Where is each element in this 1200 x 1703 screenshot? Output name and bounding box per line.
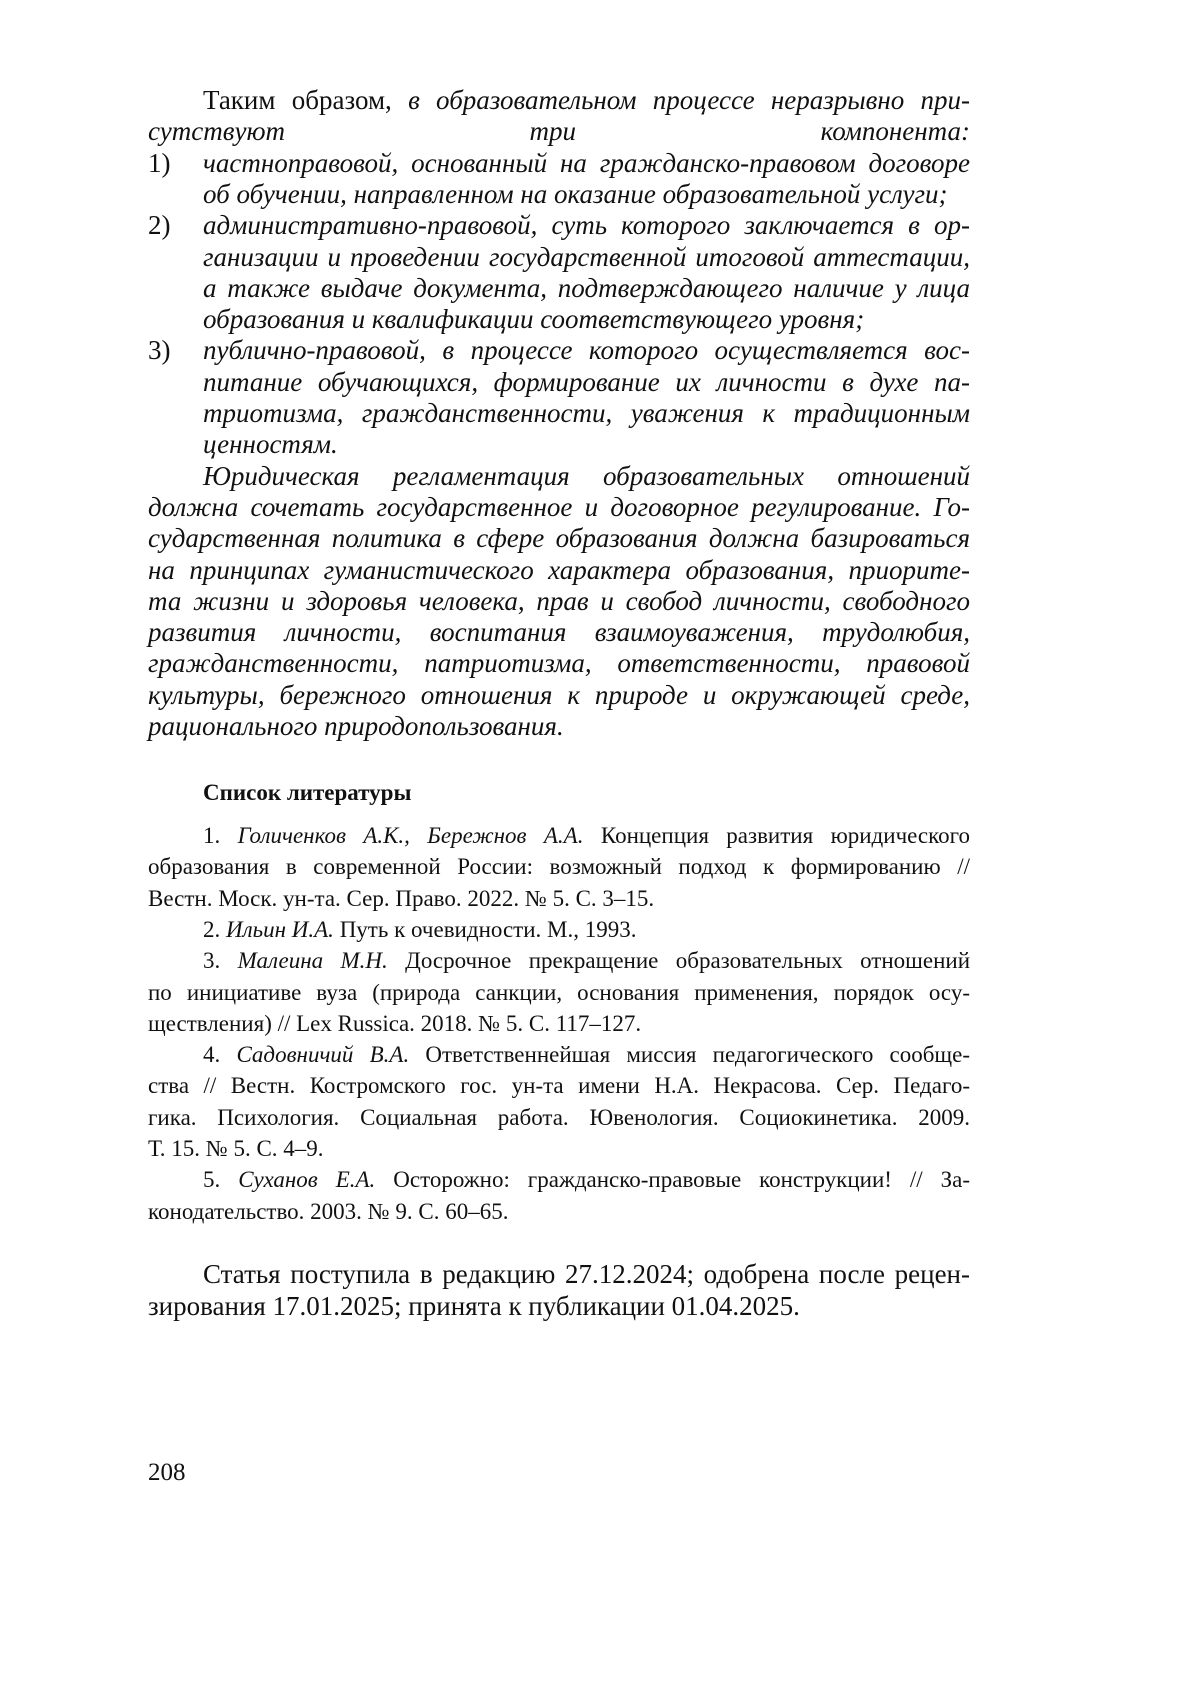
reference-line [203,1039,970,1071]
text-span: та жизни и здоровья человека, прав и свобод личности, свободного [148,586,970,616]
text-span: Малеина М.Н. [238,948,388,973]
reference-line [148,1102,970,1134]
text-span: Осторожно: гражданско-правовые конструкции! // За- [375,1167,970,1192]
text-span: триотизма, гражданственности, уважения к традиционным [203,398,970,428]
text-span: 3. [203,948,238,973]
reference-line [148,1196,970,1228]
received-line [148,1290,970,1322]
reference-line [148,1133,970,1165]
text-span: Досрочное прекращение образовательных отношений [388,948,970,973]
reference-line [148,977,970,1009]
list-item-line [203,397,970,429]
list-item-line [203,334,970,366]
text-span: 5. [203,1167,238,1192]
conclusion-line [148,491,970,523]
text-span: 4. [203,1042,236,1067]
text-span: зирования 17.01.2025; принята к публикации 01.04.2025. [148,1291,800,1321]
text-span: сутствуют три компонента: [148,116,970,146]
text-span: а также выдаче документа, подтверждающего наличие у лица [203,273,970,303]
text-span: ганизации и проведении государственной итоговой аттестации, [203,242,970,272]
text-span: Вестн. Моск. ун-та. Сер. Право. 2022. № 5. С. 3–15. [148,886,654,911]
text-span: Суханов Е.А. [238,1167,375,1192]
list-item-line [203,303,970,335]
reference-line [148,851,970,883]
text-span: публично-правовой, в процессе которого осуществляется вос- [203,335,970,365]
text-span: ценностям. [203,429,338,459]
reference-line [148,1070,970,1102]
text-span: ства // Вестн. Костромского гос. ун-та имени Н.А. Некрасова. Сер. Педаго- [148,1073,970,1098]
reference-line [148,1008,970,1040]
text-span: развития личности, воспитания взаимоуважения, трудолюбия, [148,617,970,647]
text-span: Таким образом, [203,85,408,115]
reference-line [148,883,970,915]
text-span: гика. Психология. Социальная работа. Ювенология. Социокинетика. 2009. [148,1105,970,1130]
text-span: образования и квалификации соответствующего уровня; [203,304,864,334]
list-number: 1) [148,147,171,179]
text-span: 2. [203,917,226,942]
page-number: 208 [148,1457,186,1489]
text-span: культуры, бережного отношения к природе и окружающей среде, [148,680,970,710]
list-item-line [203,178,970,210]
reference-line [203,820,970,852]
text-span: по инициативе вуза (природа санкции, основания применения, порядок осу- [148,980,970,1005]
list-item-line [203,241,970,273]
text-span: на принципах гуманистического характера образования, приорите- [148,555,970,585]
text-span: Юридическая регламентация образовательных отношений [203,461,970,491]
conclusion-line [148,522,970,554]
references-heading: Список литературы [203,777,411,809]
list-number: 3) [148,334,171,366]
conclusion-line [203,460,970,492]
text-span: конодательство. 2003. № 9. С. 60–65. [148,1199,508,1224]
text-span: образования в современной России: возможный подход к формированию // [148,854,970,879]
text-span: Т. 15. № 5. С. 4–9. [148,1136,324,1161]
text-span: должна сочетать государственное и договорное регулирование. Го- [148,492,970,522]
text-span: Статья поступила в редакцию 27.12.2024; одобрена после рецен- [203,1259,970,1289]
conclusion-line [148,554,970,586]
text-span: об обучении, направленном на оказание образовательной услуги; [203,179,947,209]
text-span: Концепция развития юридического [583,823,970,848]
reference-line [203,1164,970,1196]
list-item-line [203,272,970,304]
conclusion-line [148,585,970,617]
conclusion-line [148,647,970,679]
received-line [203,1258,970,1290]
text-span: 1. [203,823,238,848]
text-span: частноправовой, основанный на гражданско-правовом договоре [203,148,970,178]
text-span: сударственная политика в сфере образования должна базироваться [148,523,970,553]
text-span: Ответственнейшая миссия педагогического сообще- [409,1042,970,1067]
text-span: ществления) // Lex Russica. 2018. № 5. С. 117–127. [148,1011,641,1036]
text-span: питание обучающихся, формирование их личности в духе па- [203,367,970,397]
text-span: Садовничий В.А. [236,1042,409,1067]
text-span: в образовательном процессе неразрывно при- [408,85,970,115]
text-span: гражданственности, патриотизма, ответственности, правовой [148,648,970,678]
text-span: административно-правовой, суть которого заключается в ор- [203,210,970,240]
intro-line [148,115,970,147]
list-item-line [203,147,970,179]
text-span: рационального природопользования. [148,711,564,741]
text-span: Голиченков А.К., Бережнов А.А. [238,823,584,848]
list-item-line [203,209,970,241]
reference-line [203,914,970,946]
conclusion-line [148,679,970,711]
text-span: Ильин И.А. [226,917,334,942]
conclusion-line [148,616,970,648]
intro-line [203,84,970,116]
list-item-line [203,428,970,460]
reference-line [203,945,970,977]
text-span: Путь к очевидности. М., 1993. [334,917,637,942]
conclusion-line [148,710,970,742]
list-number: 2) [148,209,171,241]
list-item-line [203,366,970,398]
